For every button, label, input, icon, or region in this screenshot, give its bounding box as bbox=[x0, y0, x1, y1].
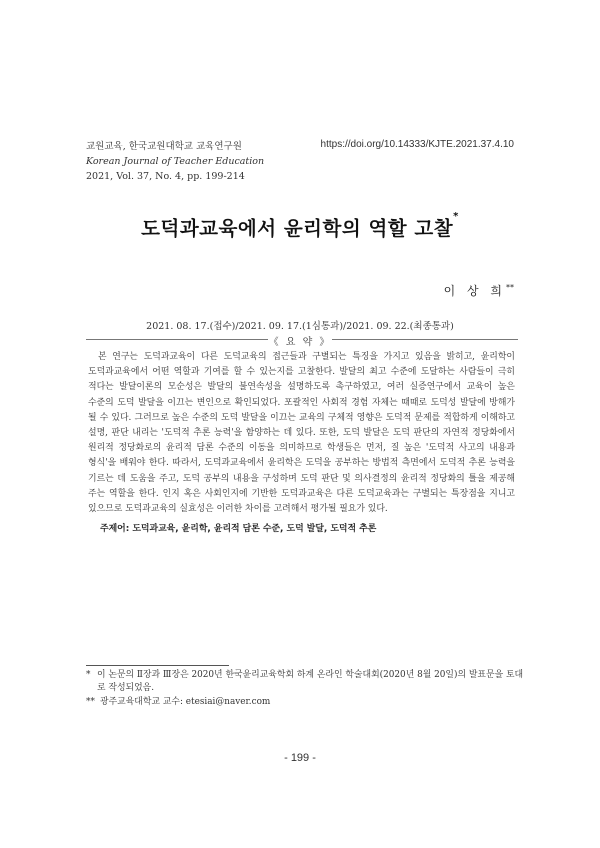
submission-dates: 2021. 08. 17.(접수)/2021. 09. 17.(1심통과)/2021. 09. 22.(최종통과) bbox=[146, 321, 454, 332]
title-text: 도덕과교육에서 윤리학의 역할 고찰 bbox=[141, 217, 454, 240]
journal-name: Korean Journal of Teacher Education bbox=[86, 156, 265, 167]
author-name: 이 상 희 bbox=[443, 284, 506, 298]
footnote-1-text: 이 논문의 Ⅱ장과 Ⅲ장은 2020년 한국윤리교육학회 하계 온라인 학술대회(2020년 8월 20일)의 발표문을 토대로 작성되었음. bbox=[97, 670, 524, 693]
doi-link[interactable]: https://doi.org/10.14333/KJTE.2021.37.4.10 bbox=[320, 139, 514, 150]
footnote-2-text: 광주교육대학교 교수: etesiai@naver.com bbox=[100, 697, 271, 707]
footnote-divider bbox=[86, 665, 229, 666]
journal-volume: 2021, Vol. 37, No. 4, pp. 199-214 bbox=[86, 171, 245, 182]
author bbox=[444, 282, 514, 299]
journal-publisher: 교원교육, 한국교원대학교 교육연구원 bbox=[86, 141, 242, 152]
author-footnote-mark: ** bbox=[506, 283, 514, 292]
footnote-1-mark: * bbox=[86, 670, 91, 680]
paper-title bbox=[0, 213, 600, 241]
page-number: - 199 - bbox=[284, 752, 316, 764]
keywords: 주제어: 도덕과교육, 윤리학, 윤리적 담론 수준, 도덕 발달, 도덕적 추론 bbox=[100, 524, 377, 534]
footnote-2-mark: ** bbox=[86, 697, 95, 707]
footnote-1 bbox=[86, 669, 529, 695]
summary-label: 《 요 약 》 bbox=[268, 337, 332, 348]
abstract-text: 본 연구는 도덕과교육이 다른 도덕교육의 접근들과 구별되는 특징을 가지고 있음을 밝히고, 윤리학이 도덕과교육에서 어떤 역할과 기여를 할 수 있는지를 고찰한다. 발달의 최고 수준에 도달하는 사람들이 극히 적다는 발달이론의 모순성은 발달의 불연속성을 설명하도록 촉구하였고, 여러 실증연구에서 교육이 높은 수준의 도덕 발달을 이끄는 변인으로 확인되었다. 포괄적인 사회적 경험 자체는 때때로 도덕성 발달에 방해가 될 수 있다. 그러므로 높은 수준의 도덕 발달을 이끄는 교육의 구체적 영향은 도덕적 문제를 적합하게 이해하고 설명, 판단 내리는 '도덕적 추론 능력'을 함양하는 데 있다. 또한, 도덕 발달은 도덕 판단의 자연적 정당화에서 원리적 정당화로의 윤리적 담론 수준의 이동을 의미하므로 학생들은 먼저, 질 높은 '도덕적 사고의 내용과 형식'을 배워야 한다. 따라서, 도덕과교육에서 윤리학은 도덕을 공부하는 방법적 측면에서 도덕적 추론 능력을 기르는 데 도움을 주고, 도덕 공부의 내용을 구성하며 도덕 판단 및 의사결정의 윤리적 정당화의 틀을 제공해 주는 역할을 한다. 인지 혹은 사회인지에 기반한 도덕과교육은 다른 도덕교육과는 구별되는 특장점을 지니고 있으므로 도덕과교육의 실효성은 이러한 차이를 고려해서 평가될 필요가 있다. bbox=[88, 352, 515, 515]
footnote-2 bbox=[86, 696, 518, 709]
title-footnote-mark: * bbox=[453, 211, 459, 222]
